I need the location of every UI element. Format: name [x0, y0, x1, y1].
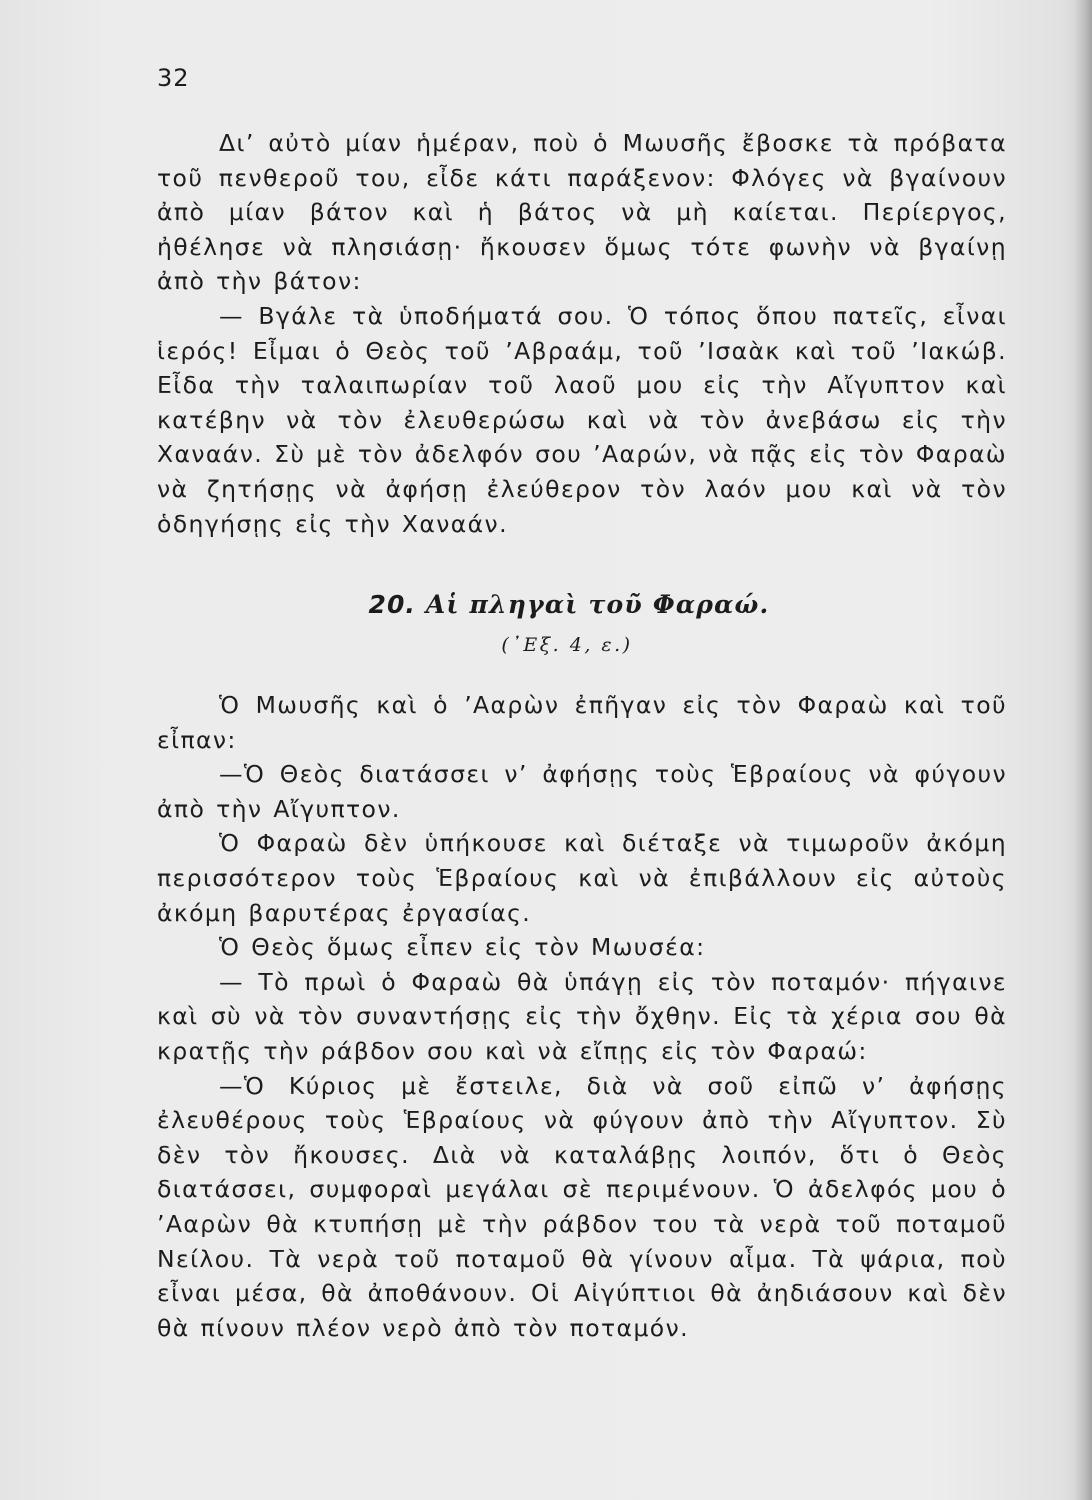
paragraph: —Ὁ Κύριος μὲ ἔστειλε, διὰ νὰ σοῦ εἰπῶ ν’ ἀφήσῃς ἐλευθέρους τοὺς Ἑβραίους νὰ φύγουν ἀπὸ τὴν Αἴγυπτον. Σὺ δὲν τὸν ἤκουσες. Διὰ νὰ καταλάβῃς λοιπόν, ὅτι ὁ Θεὸς διατάσσει, συμφοραὶ μεγάλαι σὲ περιμένουν. Ὁ ἀδελφός μου ὁ ’Ααρὼν θὰ κτυπήσῃ μὲ τὴν ράβδον του τὰ νερὰ τοῦ ποταμοῦ Νείλου. Τὰ νερὰ τοῦ ποταμοῦ θὰ γίνουν αἷμα. Τὰ ψάρια, ποὺ εἶναι μέσα, θὰ ἀποθάνουν. Οἱ Αἰγύπτιοι θὰ ἀηδιάσουν καὶ δὲν θὰ πίνουν πλέον νερὸ ἀπὸ τὸν ποταμόν. [157, 1071, 1007, 1342]
chapter-heading [0, 590, 1092, 619]
text-section-burning-bush [157, 126, 1007, 541]
paragraph: Ὁ Μωυσῆς καὶ ὁ ’Ααρὼν ἐπῆγαν εἰς τὸν Φαραὼ καὶ τοῦ εἶπαν: [157, 691, 1007, 754]
paragraph: — Τὸ πρωὶ ὁ Φαραὼ θὰ ὑπάγῃ εἰς τὸν ποταμόν· πήγαινε καὶ σὺ νὰ τὸν συναντήσῃς εἰς τὴν ὄχθην. Εἰς τὰ χέρια σου θὰ κρατῇς τὴν ράβδον σου καὶ νὰ εἴπῃς εἰς τὸν Φαραώ: [157, 967, 1007, 1065]
text-section-plagues [157, 688, 1007, 1345]
page-edge-shadow [1074, 0, 1092, 1500]
chapter-number: 20. [368, 590, 416, 619]
paragraph: Ὁ Θεὸς ὅμως εἶπεν εἰς τὸν Μωυσέα: [219, 933, 706, 962]
page-number: 32 [157, 64, 190, 92]
paragraph: Δι’ αὐτὸ μίαν ἡμέραν, ποὺ ὁ Μωυσῆς ἔβοσκε τὰ πρόβατα τοῦ πενθεροῦ του, εἶδε κάτι παράξενον: Φλόγες νὰ βγαίνουν ἀπὸ μίαν βάτον καὶ ἡ βάτος νὰ μὴ καίεται. Περίεργος, ἠθέλησε νὰ πλησιάσῃ· ἤκουσεν ὅμως τότε φωνὴν νὰ βγαίνῃ ἀπὸ τὴν βάτον: [157, 129, 1007, 296]
chapter-reference: (᾿Εξ. 4, ε.) [501, 634, 633, 656]
paragraph: Ὁ Φαραὼ δὲν ὑπήκουσε καὶ διέταξε νὰ τιμωροῦν ἀκόμη περισσότερον τοὺς Ἑβραίους καὶ νὰ ἐπιβάλλουν εἰς αὐτοὺς ἀκόμη βαρυτέρας ἐργασίας. [157, 829, 1007, 927]
chapter-title: Αἱ πληγαὶ τοῦ Φαραώ. [425, 590, 770, 619]
paragraph: — Βγάλε τὰ ὑποδήματά σου. Ὁ τόπος ὅπου πατεῖς, εἶναι ἱερός! Εἶμαι ὁ Θεὸς τοῦ ’Αβραάμ, τοῦ ’Ισαὰκ καὶ τοῦ ’Ιακώβ. Εἶδα τὴν ταλαιπωρίαν τοῦ λαοῦ μου εἰς τὴν Αἴγυπτον καὶ κατέβην νὰ τὸν ἐλευθερώσω καὶ νὰ τὸν ἀνεβάσω εἰς τὴν Χαναάν. Σὺ μὲ τὸν ἀδελφόν σου ’Ααρών, νὰ πᾷς εἰς τὸν Φαραὼ νὰ ζητήσῃς νὰ ἀφήσῃ ἐλεύθερον τὸν λαόν μου καὶ νὰ τὸν ὁδηγήσῃς εἰς τὴν Χαναάν. [157, 301, 1007, 538]
paragraph: —Ὁ Θεὸς διατάσσει ν’ ἀφήσῃς τοὺς Ἑβραίους νὰ φύγουν ἀπὸ τὴν Αἴγυπτον. [157, 760, 1007, 823]
